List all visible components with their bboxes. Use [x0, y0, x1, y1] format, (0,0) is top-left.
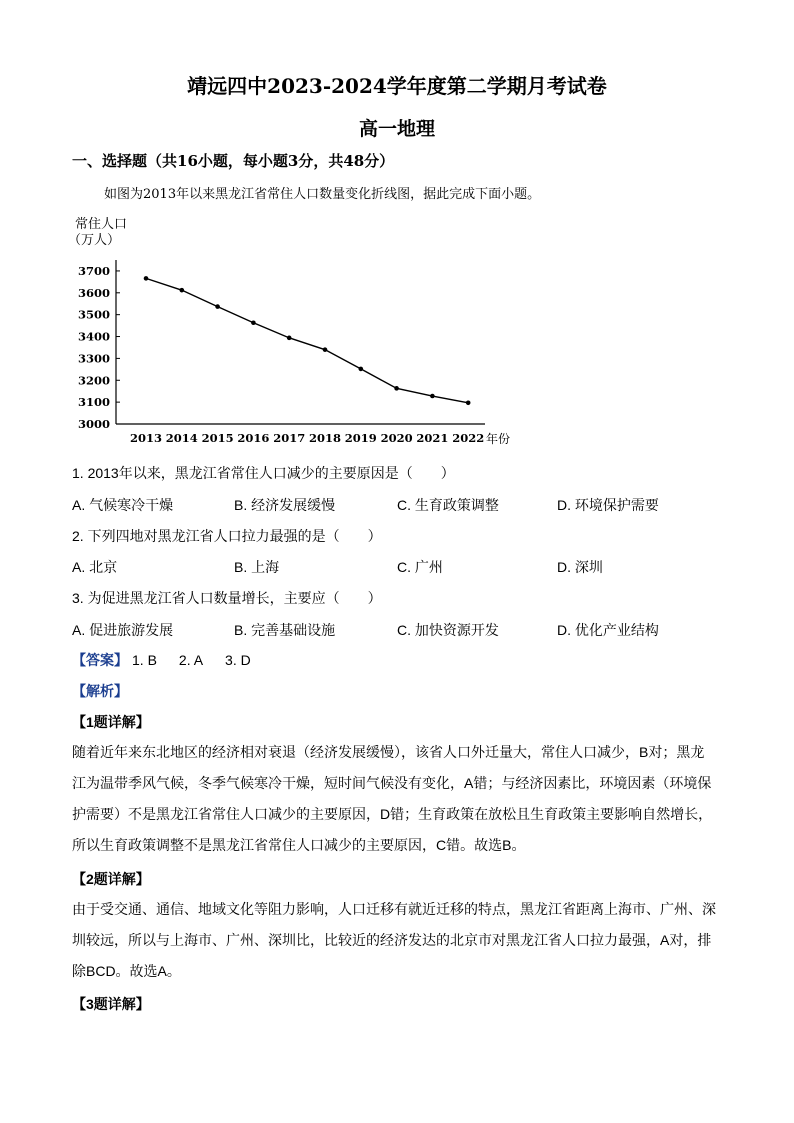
- detail-1-line: 护需要）不是黑龙江省常住人口减少的主要原因，D错；生育政策在放松且生育政策主要影响自然增长，: [72, 806, 713, 822]
- y-tick-label: 3500: [77, 307, 110, 322]
- question-3-stem: 3. 为促进黑龙江省人口数量增长，主要应（ ）: [72, 590, 382, 606]
- y-tick-label: 3300: [77, 351, 110, 366]
- x-tick-label: 2015: [201, 431, 234, 445]
- data-point: [430, 394, 435, 399]
- data-point: [287, 336, 292, 341]
- question-3-option-d[interactable]: D. 优化产业结构: [557, 622, 659, 638]
- analysis-tag: 【解析】: [72, 683, 128, 699]
- question-3-option-c[interactable]: C. 加快资源开发: [397, 622, 499, 638]
- x-tick-label: 2021: [416, 431, 449, 445]
- chart-ylabel-line1: 常住人口: [75, 217, 128, 232]
- x-tick-label: 2016: [237, 431, 270, 445]
- question-1-stem: 1. 2013年以来，黑龙江省常住人口减少的主要原因是（ ）: [72, 465, 455, 481]
- detail-1-heading: 【1题详解】: [72, 714, 150, 730]
- detail-2-heading: 【2题详解】: [72, 871, 150, 887]
- answer-item: 1. B: [132, 652, 157, 668]
- exam-title: 靖远四中2023-2024学年度第二学期月考试卷: [187, 74, 607, 98]
- y-tick-label: 3100: [77, 395, 110, 410]
- question-2-option-b[interactable]: B. 上海: [234, 559, 280, 575]
- x-tick-label: 2019: [344, 431, 377, 445]
- section-heading: 一、选择题（共16小题，每小题3分，共48分）: [72, 152, 395, 170]
- detail-2-paragraph: [72, 894, 722, 987]
- y-tick-label: 3700: [77, 263, 110, 278]
- answer-tag: 【答案】: [72, 652, 128, 668]
- question-3-option-a[interactable]: A. 促进旅游发展: [72, 622, 174, 638]
- y-tick-label: 3400: [77, 329, 110, 344]
- question-1-option-c[interactable]: C. 生育政策调整: [397, 497, 499, 513]
- x-tick-label: 2014: [165, 431, 198, 445]
- answer-item: 3. D: [225, 652, 251, 668]
- x-tick-label: 2018: [308, 431, 342, 445]
- data-point: [144, 276, 149, 281]
- detail-2-line: 由于受交通、通信、地域文化等阻力影响，人口迁移有就近迁移的特点，黑龙江省距离上海市、广州、深: [72, 901, 716, 917]
- data-point: [323, 347, 328, 352]
- series-line: [146, 278, 468, 402]
- data-point: [180, 288, 185, 293]
- chart-ylabel-line2: （万人）: [68, 233, 121, 248]
- x-tick-label: 2017: [273, 431, 306, 445]
- population-line-chart: [60, 210, 530, 448]
- question-2-stem: 2. 下列四地对黑龙江省人口拉力最强的是（ ）: [72, 528, 382, 544]
- question-3-option-b[interactable]: B. 完善基础设施: [234, 622, 336, 638]
- data-point: [394, 386, 399, 391]
- detail-1-paragraph: [72, 737, 722, 861]
- question-2-option-c[interactable]: C. 广州: [397, 559, 443, 575]
- question-1-option-d[interactable]: D. 环境保护需要: [557, 497, 659, 513]
- x-tick-label: 2020: [380, 431, 413, 445]
- data-point: [215, 304, 220, 309]
- question-2-option-d[interactable]: D. 深圳: [557, 559, 603, 575]
- detail-2-line: 圳较远，所以与上海市、广州、深圳比，比较近的经济发达的北京市对黑龙江省人口拉力最强，A对，排: [72, 932, 712, 948]
- chart-xlabel: 年份: [486, 432, 511, 446]
- exam-subtitle: 高一地理: [358, 118, 435, 140]
- y-tick-label: 3000: [77, 417, 110, 431]
- x-tick-label: 2022: [452, 431, 485, 445]
- data-point: [251, 320, 256, 325]
- question-1-option-a[interactable]: A. 气候寒冷干燥: [72, 497, 174, 513]
- x-tick-label: 2013: [129, 431, 163, 445]
- y-tick-label: 3200: [77, 373, 110, 388]
- detail-1-line: 随着近年来东北地区的经济相对衰退（经济发展缓慢），该省人口外迁量大，常住人口减少，B对；黑龙: [72, 744, 705, 760]
- detail-3-heading: 【3题详解】: [72, 996, 150, 1012]
- answer-item: 2. A: [178, 652, 204, 668]
- detail-1-line: 江为温带季风气候，冬季气候寒冷干燥，短时间气候没有变化，A错；与经济因素比，环境因素（环境保: [72, 775, 712, 791]
- detail-1-line: 所以生育政策调整不是黑龙江省常住人口减少的主要原因，C错。故选B。: [72, 837, 526, 853]
- data-point: [466, 400, 471, 405]
- question-intro: 如图为2013年以来黑龙江省常住人口数量变化折线图，据此完成下面小题。: [104, 187, 541, 202]
- question-1-option-b[interactable]: B. 经济发展缓慢: [234, 497, 336, 513]
- question-2-option-a[interactable]: A. 北京: [72, 559, 118, 575]
- data-point: [359, 367, 364, 372]
- answer-row: [72, 650, 269, 670]
- detail-2-line: 除BCD。故选A。: [72, 963, 181, 979]
- y-tick-label: 3600: [77, 285, 110, 300]
